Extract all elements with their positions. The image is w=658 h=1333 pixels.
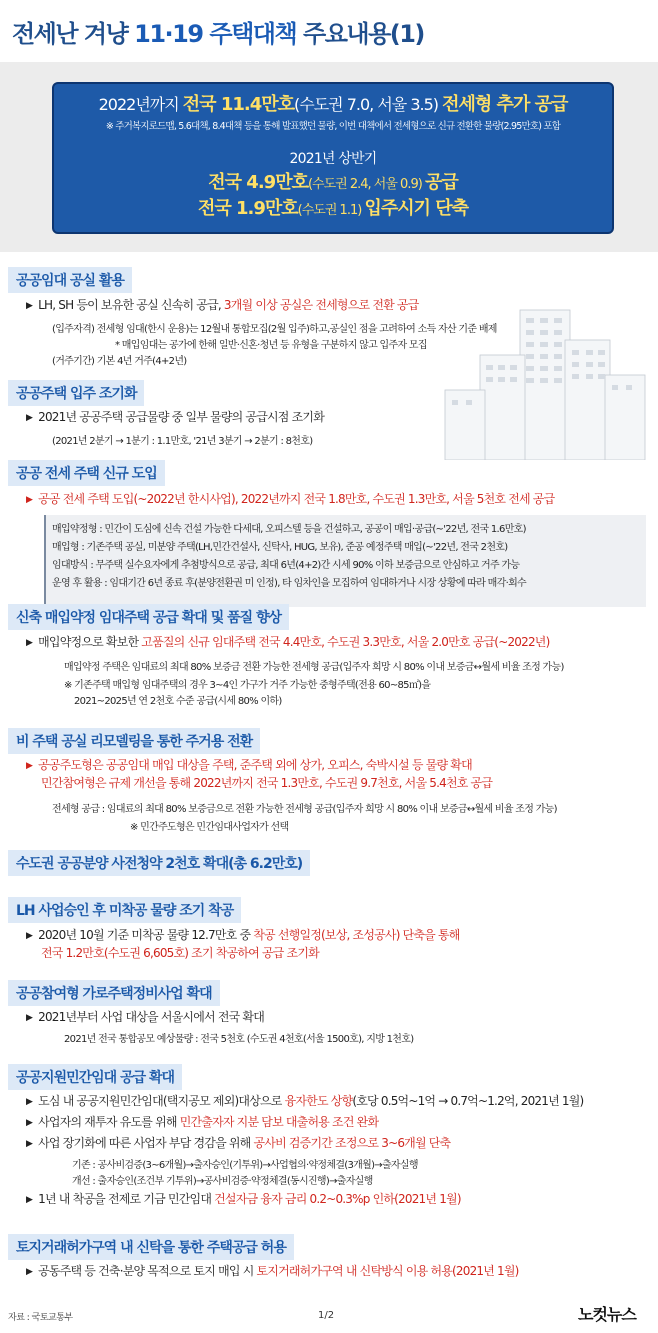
s9-bullet-4: ▶ 1년 내 착공을 전제로 기금 민간임대 건설자금 융자 금리 0.2~0.3%p 인하(2021년 1월) (26, 1190, 461, 1207)
s10-bullet-1: ▶ 공동주택 등 건축·분양 목적으로 토지 매입 시 토지거래허가구역 내 신탁방식 이용 허용(2021년 1월) (26, 1262, 519, 1279)
publisher-logo: 노컷뉴스 (578, 1305, 636, 1324)
s9-detail-2: 개선 : 출자승인(조건부 기투위)→공사비검증·약정체결(동시진행)→출자실행 (72, 1176, 373, 1187)
section-heading-lh-early-construction: LH 사업승인 후 미착공 물량 조기 착공 (8, 897, 241, 923)
section-heading-remodeling: 비 주택 공실 리모델링을 통한 주거용 전환 (8, 728, 260, 754)
section-heading-new-purchase: 신축 매입약정 임대주택 공급 확대 및 품질 향상 (8, 604, 289, 630)
section-heading-pre-subscription: 수도권 공공분양 사전청약 2천호 확대(총 6.2만호) (8, 850, 310, 876)
s3-detail-4: 운영 후 활용 : 임대기간 6년 종료 후(분양전환권 미 인정), 타 임차인을 모집하여 임대하거나 시장 상황에 따라 매각·회수 (52, 578, 526, 589)
section-heading-early-move-in: 공공주택 입주 조기화 (8, 380, 144, 406)
section-heading-vacancy: 공공임대 공실 활용 (8, 267, 132, 293)
s4-detail-3: 2021~2025년 연 2천호 수준 공급(시세 80% 이하) (74, 696, 282, 707)
s9-bullet-2: ▶ 사업자의 재투자 유도를 위해 민간출자자 지분 담보 대출허용 조건 완화 (26, 1113, 378, 1130)
title-post: 주요내용(1) (296, 20, 424, 48)
source-credit: 자료 : 국토교통부 (8, 1313, 73, 1323)
summary-line1: 2022년까지 전국 11.4만호(수도권 7.0, 서울 3.5) 전세형 추가 공급 (98, 94, 568, 115)
title-highlight: 11·19 주택대책 (134, 20, 297, 48)
s4-detail-2: ※ 기존주택 매입형 임대주택의 경우 3~4인 가구가 거주 가능한 중형주택(전용 60~85㎡)을 (64, 680, 431, 691)
s3-detail-2: 매입형 : 기존주택 공실, 미분양 주택(LH,민간건설사, 신탁사, HUG, 보유), 준공 예정주택 매입(~'22년, 전국 2천호) (52, 542, 508, 553)
page-number: 1/2 (318, 1310, 335, 1321)
s7-bullet-1: ▶ 2020년 10월 기준 미착공 물량 12.7만호 중 착공 선행일정(보상, 조성공사) 단축을 통해 (26, 926, 460, 943)
s7-bullet-1-cont: 전국 1.2만호(수도권 6,605호) 조기 착공하여 공급 조기화 (41, 946, 319, 960)
summary-box (52, 82, 614, 234)
s4-bullet-1: ▶ 매입약정으로 확보한 고품질의 신규 임대주택 전국 4.4만호, 수도권 3.3만호, 서울 2.0만호 공급(~2022년) (26, 633, 549, 650)
s1-detail-2: * 매입임대는 공가에 한해 일반·신혼·청년 등 유형을 구분하지 않고 입주자 모집 (115, 340, 427, 351)
s1-detail-3: (거주기간) 기본 4년 거주(4+2년) (52, 356, 187, 367)
summary-line3: 전국 4.9만호(수도권 2.4, 서울 0.9) 공급 (208, 172, 458, 193)
summary-subhead: 2021년 상반기 (289, 151, 377, 167)
s5-detail-2: ※ 민간주도형은 민간임대사업자가 선택 (130, 822, 289, 833)
s1-detail-1: (입주자격) 전세형 임대(한시 운용)는 12월내 통합모집(2월 입주)하고,공실인 점을 고려하여 소득 자산 기준 배제 (52, 324, 497, 335)
s8-bullet-1: ▶ 2021년부터 사업 대상을 서울시에서 전국 확대 (26, 1008, 264, 1025)
s5-bullet-1: ▶ 공공주도형은 공공임대 매입 대상을 주택, 준주택 외에 상가, 오피스, 숙박시설 등 물량 확대 (26, 756, 472, 773)
section-heading-public-jeonse: 공공 전세 주택 신규 도입 (8, 460, 165, 486)
page-title (12, 14, 424, 49)
summary-line4: 전국 1.9만호(수도권 1.1) 입주시기 단축 (197, 198, 469, 219)
s1-bullet-1: ▶ LH, SH 등이 보유한 공실 신속히 공급, 3개월 이상 공실은 전세형으로 전환 공급 (26, 296, 419, 313)
s9-detail-1: 기존 : 공사비검증(3~6개월)→출자승인(기투위)→사업협의·약정체결(3개월)→출자실행 (72, 1160, 418, 1171)
s4-detail-1: 매입약정 주택은 임대료의 최대 80% 보증금 전환 가능한 전세형 공급(입주자 희망 시 80% 이내 보증금↔월세 비율 조정 가능) (64, 662, 564, 673)
section-heading-land-trust: 토지거래허가구역 내 신탁을 통한 주택공급 허용 (8, 1234, 294, 1260)
s3-detail-3: 임대방식 : 무주택 실수요자에게 추첨방식으로 공급, 최대 6년(4+2)간 시세 90% 이하 보증금으로 안심하고 거주 가능 (52, 560, 520, 571)
s9-bullet-1: ▶ 도심 내 공공지원민간임대(택지공모 제외)대상으로 융자한도 상향(호당 0.5억~1억 → 0.7억~1.2억, 2021년 1월) (26, 1092, 583, 1109)
title-pre: 전세난 겨냥 (12, 20, 135, 48)
section-heading-private-rental: 공공지원민간임대 공급 확대 (8, 1064, 182, 1090)
s3-bullet-1: ▶ 공공 전세 주택 도입(~2022년 한시사업), 2022년까지 전국 1.8만호, 수도권 1.3만호, 서울 5천호 전세 공급 (26, 490, 554, 507)
s5-bullet-1-cont: 민간참여형은 규제 개선을 통해 2022년까지 전국 1.3만호, 수도권 9.7천호, 서울 5.4천호 공급 (41, 776, 493, 790)
s9-bullet-3: ▶ 사업 장기화에 따른 사업자 부담 경감을 위해 공사비 검증기간 조정으로 3~6개월 단축 (26, 1134, 450, 1151)
s2-detail-1: (2021년 2분기 → 1분기 : 1.1만호, '21년 3분기 → 2분기 : 8천호) (52, 436, 313, 447)
s8-detail-1: 2021년 전국 통합공모 예상물량 : 전국 5천호 (수도권 4천호(서울 1500호), 지방 1천호) (64, 1034, 414, 1045)
section-heading-street-housing: 공공참여형 가로주택정비사업 확대 (8, 980, 220, 1006)
s2-bullet-1: ▶ 2021년 공공주택 공급물량 중 일부 물량의 공급시점 조기화 (26, 408, 324, 425)
s3-detail-1: 매입약정형 : 민간이 도심에 신속 건설 가능한 다세대, 오피스텔 등을 건설하고, 공공이 매입·공급(~'22년, 전국 1.6만호) (52, 524, 526, 535)
summary-note: ※ 주거복지로드맵, 5.6대책, 8.4대책 등을 통해 발표했던 물량, 이번 대책에서 전세형으로 신규 전환한 물량(2.95만호) 포함 (105, 121, 561, 132)
s5-detail-1: 전세형 공급 : 임대료의 최대 80% 보증금으로 전환 가능한 전세형 공급(입주자 희망 시 80% 이내 보증금↔월세 비율 조정 가능) (52, 804, 557, 815)
